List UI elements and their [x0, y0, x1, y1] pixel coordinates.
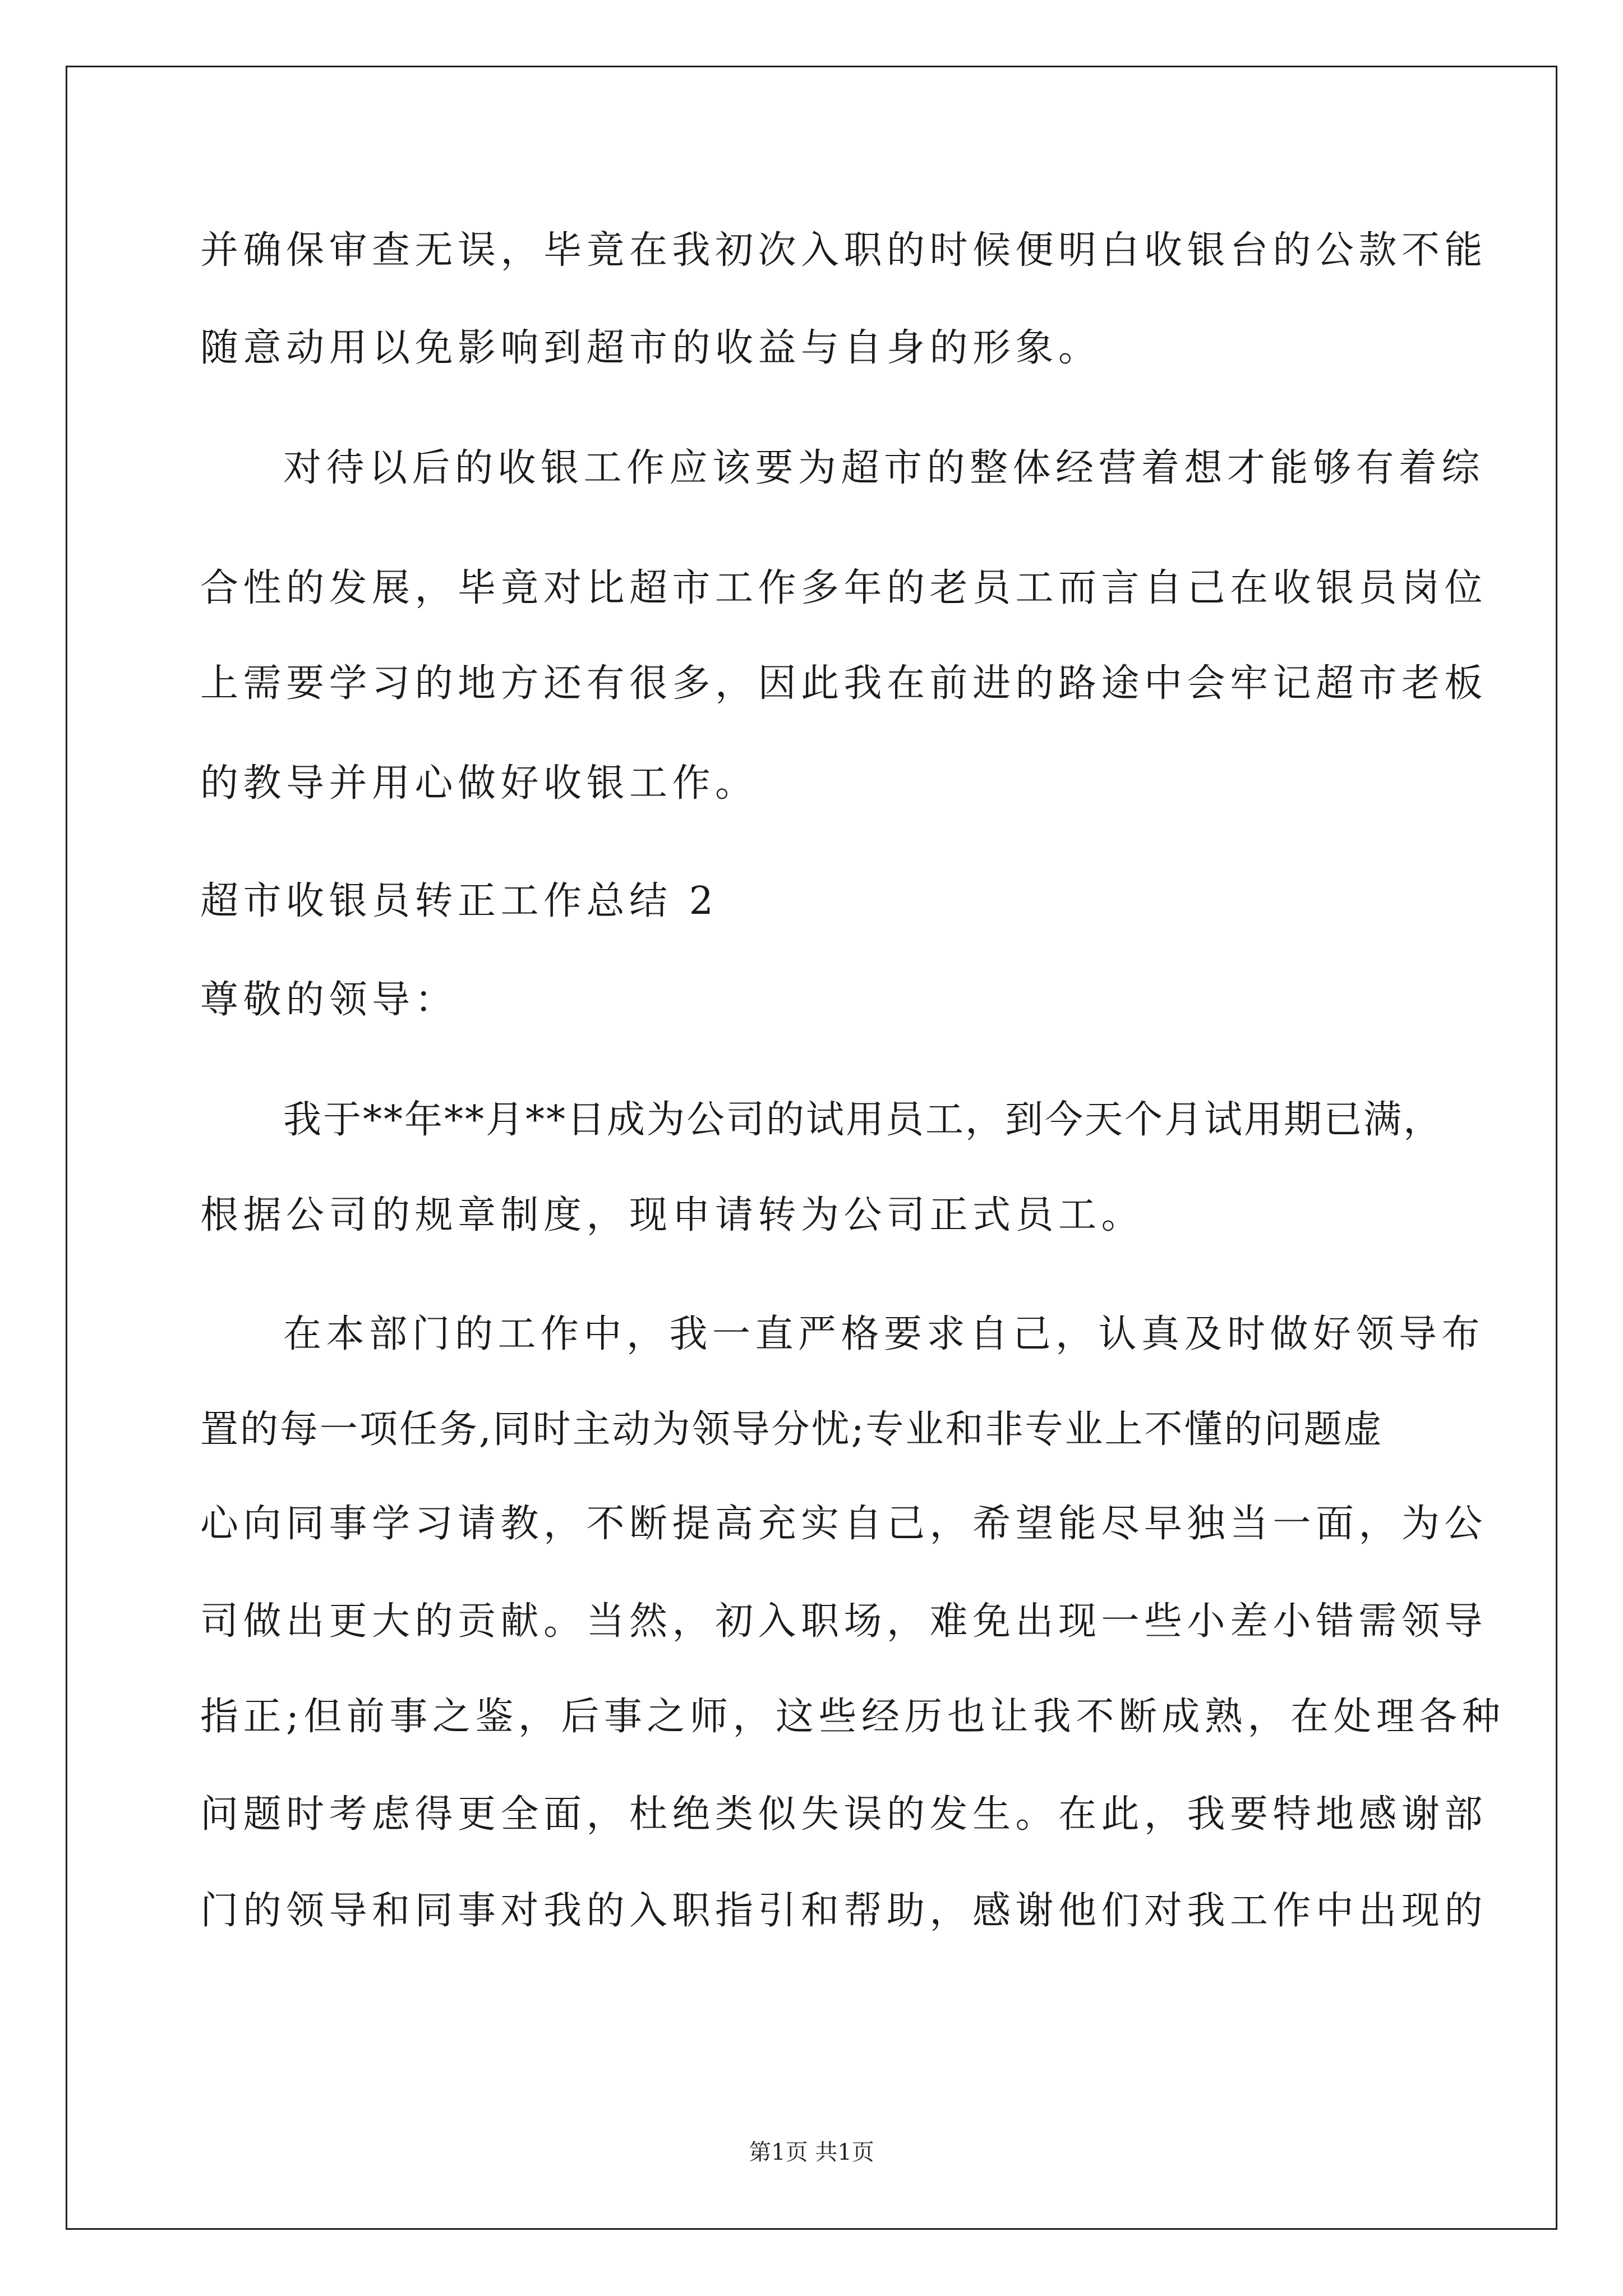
- paragraph-line: 置的每一项任务,同时主动为领导分忧;专业和非专业上不懂的问题虚: [200, 1407, 1384, 1452]
- section-heading: 超市收银员转正工作总结 2: [200, 879, 718, 923]
- page-footer: 第1页 共1页: [749, 2139, 874, 2165]
- paragraph-line: 根据公司的规章制度，现申请转为公司正式员工。: [200, 1193, 1145, 1237]
- paragraph-line: 随意动用以免影响到超市的收益与自身的形象。: [200, 326, 1101, 370]
- paragraph-line: 司做出更大的贡献。当然，初入职场，难免出现一些小差小错需领导: [200, 1599, 1488, 1644]
- paragraph-line: 在本部门的工作中，我一直严格要求自己，认真及时做好领导布: [283, 1312, 1485, 1356]
- paragraph-line: 对待以后的收银工作应该要为超市的整体经营着想才能够有着综: [283, 446, 1485, 490]
- paragraph-line: 合性的发展，毕竟对比超市工作多年的老员工而言自己在收银员岗位: [200, 566, 1488, 610]
- paragraph-line: 心向同事学习请教，不断提高充实自己，希望能尽早独当一面，为公: [200, 1502, 1488, 1546]
- paragraph-line: 门的领导和同事对我的入职指引和帮助，感谢他们对我工作中出现的: [200, 1889, 1488, 1933]
- paragraph-line: 我于**年**月**日成为公司的试用员工，到今天个月试用期已满，: [283, 1098, 1444, 1142]
- paragraph-line: 的教导并用心做好收银工作。: [200, 761, 758, 806]
- paragraph-line: 上需要学习的地方还有很多，因此我在前进的路途中会牢记超市老板: [200, 661, 1488, 706]
- salutation: 尊敬的领导：: [200, 978, 458, 1022]
- paragraph-line: 指正;但前事之鉴，后事之师，这些经历也让我不断成熟，在处理各种: [200, 1695, 1505, 1739]
- paragraph-line: 并确保审查无误，毕竟在我初次入职的时候便明白收银台的公款不能: [200, 228, 1488, 273]
- paragraph-line: 问题时考虑得更全面，杜绝类似失误的发生。在此，我要特地感谢部: [200, 1792, 1488, 1837]
